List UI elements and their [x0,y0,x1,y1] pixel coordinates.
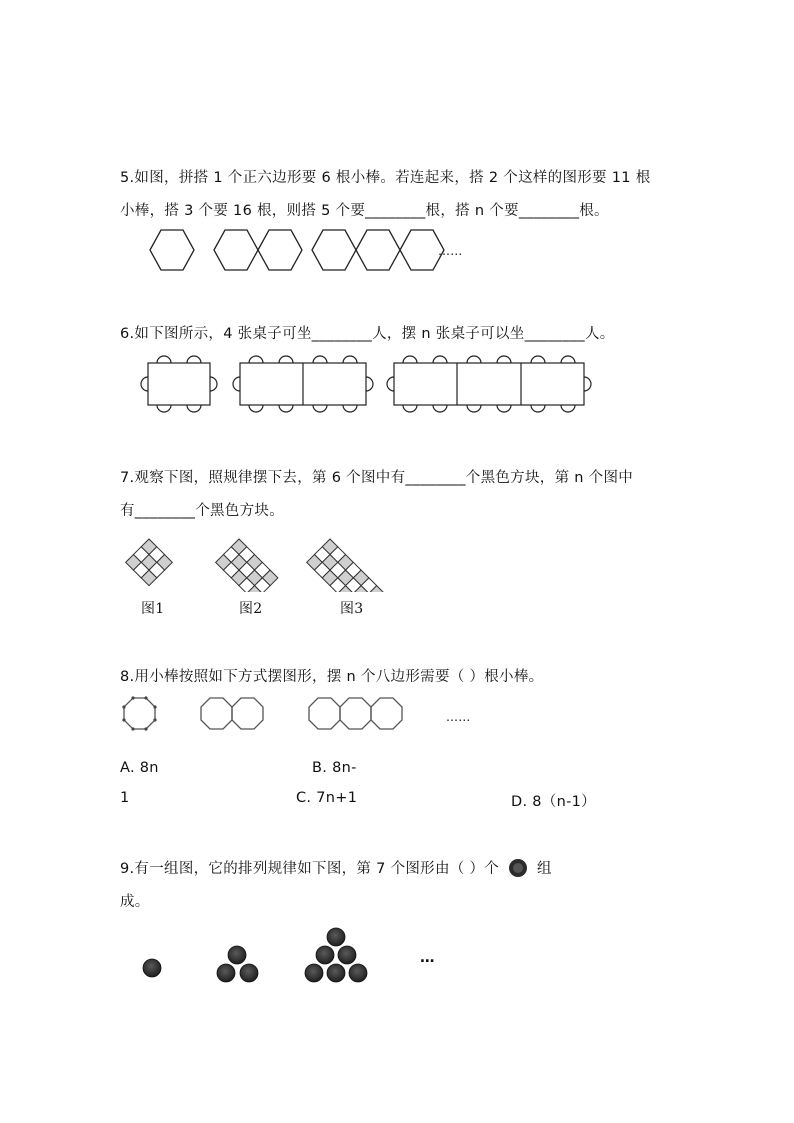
figure-caption-3: 图3 [340,601,364,617]
ball-group-1 [143,959,161,977]
q9-ellipsis: … [420,950,435,966]
q9-text-line1 [120,857,552,878]
q7-text-line1: 7.观察下图，照规律摆下去，第 6 个图中有________个黑色方块，第 n 个图中 [120,470,634,486]
q5-text-line1: 5.如图，拼搭 1 个正六边形要 6 根小棒。若连起来，搭 2 个这样的图形要 11 根 [120,170,651,186]
q8-text-line1: 8.用小棒按照如下方式摆图形，摆 n 个八边形需要（ ）根小棒。 [120,669,544,685]
hexagon-1 [150,230,194,270]
q8-option-b-cont: 1 [120,790,130,806]
hexagon-triple [312,230,444,270]
diamond-grid-figure [120,532,420,592]
diamond-2 [216,539,278,592]
q9-text-line2: 成。 [120,894,150,910]
octagon-triple [309,698,402,729]
hexagon-chain-figure [140,224,480,284]
q7-text-line2: 有________个黑色方块。 [120,503,284,519]
ball-group-3 [305,928,367,982]
tables-figure [140,355,610,415]
octagon-1 [124,698,155,729]
q8-ellipsis: …… [446,710,471,724]
octagon-pair [201,698,263,729]
q8-option-a: A. 8n [120,760,159,776]
dark-ball-icon [508,858,528,878]
q5-text-line2: 小棒，搭 3 个要 16 根，则搭 5 个要________根，搭 n 个要________根。 [120,203,609,219]
q9-text-line1-a: 9.有一组图，它的排列规律如下图，第 7 个图形由（ ）个 [120,861,500,877]
hexagon-pair [214,230,302,270]
ball-group-2 [217,946,258,982]
table-group-2 [233,356,373,412]
diamond-3 [307,539,385,592]
octagon-chain-figure [118,690,478,752]
figure-caption-1: 图1 [141,601,165,617]
table-group-1 [141,356,217,412]
q8-option-b: B. 8n- [312,760,357,776]
q9-text-line1-b: 组 [536,861,552,877]
q8-option-d: D. 8（n-1） [511,794,596,810]
diamond-1 [126,539,173,586]
q8-option-c: C. 7n+1 [296,790,358,806]
figure-caption-2: 图2 [239,601,263,617]
table-group-3 [387,356,591,412]
q6-text-line1: 6.如下图所示，4 张桌子可坐________人，摆 n 张桌子可以坐________人。 [120,326,615,342]
q5-ellipsis: …… [438,244,463,258]
ball-triangle-figure [136,924,396,994]
